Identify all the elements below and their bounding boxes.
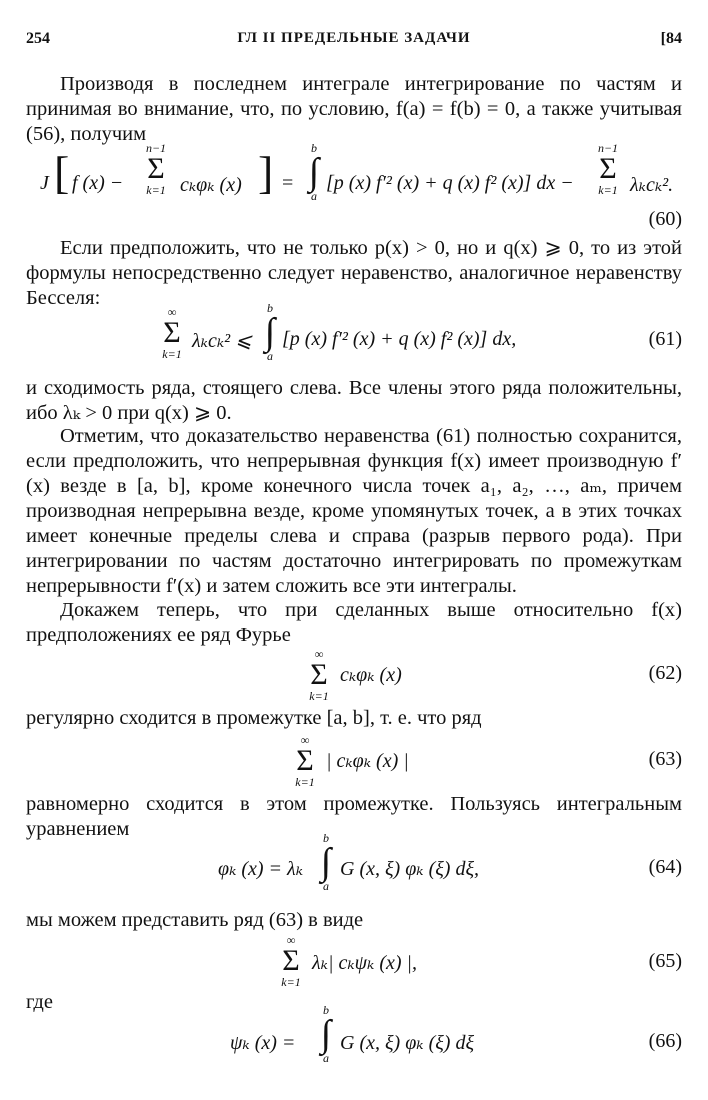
paragraph-4: Отметим, что доказательство неравенства (61) полностью сохранится, если предположить, что непрерывная функция f(x) имеет производную f′(x) везде в [a, b], кроме конечного числа точек a₁, a₂, …, aₘ, причем производная непрерывна везде, кроме упомянутых точек, а в этих точках имеет конечные пределы слева и справа (разрыв первого рода). При интегрировании по частям достаточно интегрировать по промежуткам непрерывности f′(x) и затем сложить все эти интегралы.: [26, 425, 682, 597]
eq60-integral: b ∫ a: [308, 141, 320, 203]
equation-66: [26, 1002, 682, 1072]
eq62-sum: ∞ Σ k=1: [309, 647, 329, 703]
paragraph-6: регулярно сходится в промежутке [a, b], т. е. что ряд: [26, 707, 482, 729]
eq63-term: | cₖφₖ (x) |: [326, 750, 409, 772]
eq60-f-minus: f (x) −: [72, 172, 124, 194]
eq64-integrand: G (x, ξ) φₖ (ξ) dξ,: [340, 858, 480, 880]
eq64-number: (64): [648, 856, 682, 878]
eq60-rhs-term: λₖcₖ².: [630, 174, 674, 196]
eq60-j: J: [40, 172, 49, 194]
eq61-integrand: [p (x) f′² (x) + q (x) f² (x)] dx,: [282, 328, 517, 350]
eq60-term: cₖφₖ (x): [180, 174, 242, 196]
eq61-integral: b ∫ a: [264, 301, 276, 363]
page-header: [26, 30, 682, 52]
section-number: [84: [660, 30, 682, 47]
eq66-integral: b ∫ a: [320, 1003, 332, 1065]
eq62-term: cₖφₖ (x): [340, 664, 402, 686]
eq60-equals: =: [282, 172, 294, 194]
eq61-number: (61): [648, 328, 682, 350]
paragraph-2: Если предположить, что не только p(x) > 0, но и q(x) ⩾ 0, то из этой формулы непосредственно следует неравенство, аналогичное неравенству Бесселя:: [26, 237, 682, 309]
equation-61: [26, 301, 682, 374]
eq66-integrand: G (x, ξ) φₖ (ξ) dξ: [340, 1032, 475, 1054]
paragraph-3: и сходимость ряда, стоящего слева. Все члены этого ряда положительны, ибо λₖ > 0 при q(x) ⩾ 0.: [26, 377, 682, 424]
paragraph-1: Производя в последнем интеграле интегрирование по частям и принимая во внимание, что, по условию, f(a) = f(b) = 0, а также учитывая (56), получим: [26, 73, 682, 145]
eq60-sum-1: n−1 Σ k=1: [145, 141, 167, 197]
eq64-integral: b ∫ a: [320, 831, 332, 893]
equation-62: [26, 648, 682, 702]
equation-64: [26, 832, 682, 896]
eq65-number: (65): [648, 950, 682, 972]
paragraph-8: мы можем представить ряд (63) в виде: [26, 909, 364, 931]
equation-63: [26, 734, 682, 788]
eq60-integrand: [p (x) f′² (x) + q (x) f² (x)] dx −: [326, 172, 574, 194]
paragraph-7: равномерно сходится в этом промежутке. Пользуясь интегральным уравнением: [26, 793, 682, 840]
eq60-right-bracket: ]: [258, 147, 274, 198]
equation-60: [26, 142, 682, 232]
paragraph-5: Докажем теперь, что при сделанных выше относительно f(x) предположениях ее ряд Фурье: [26, 599, 682, 646]
eq64-lhs: φₖ (x) = λₖ: [218, 858, 304, 880]
paragraph-9: где: [26, 991, 53, 1013]
eq66-lhs: ψₖ (x) =: [230, 1032, 296, 1054]
eq63-sum: ∞ Σ k=1: [295, 733, 315, 789]
eq66-number: (66): [648, 1030, 682, 1052]
running-head: ГЛ II ПРЕДЕЛЬНЫЕ ЗАДАЧИ: [237, 30, 471, 46]
eq63-number: (63): [648, 748, 682, 770]
eq65-sum: ∞ Σ k=1: [281, 933, 301, 989]
eq60-number: (60): [648, 208, 682, 230]
eq60-left-bracket: [: [54, 147, 70, 198]
eq60-sum-2: n−1 Σ k=1: [597, 141, 619, 197]
equation-65: [26, 934, 682, 990]
page-number: 254: [26, 30, 50, 47]
eq61-sum: ∞ Σ k=1: [162, 305, 182, 361]
eq62-number: (62): [648, 662, 682, 684]
eq61-term: λₖcₖ² ⩽: [192, 330, 252, 352]
eq65-term: λₖ| cₖψₖ (x) |,: [312, 952, 418, 974]
